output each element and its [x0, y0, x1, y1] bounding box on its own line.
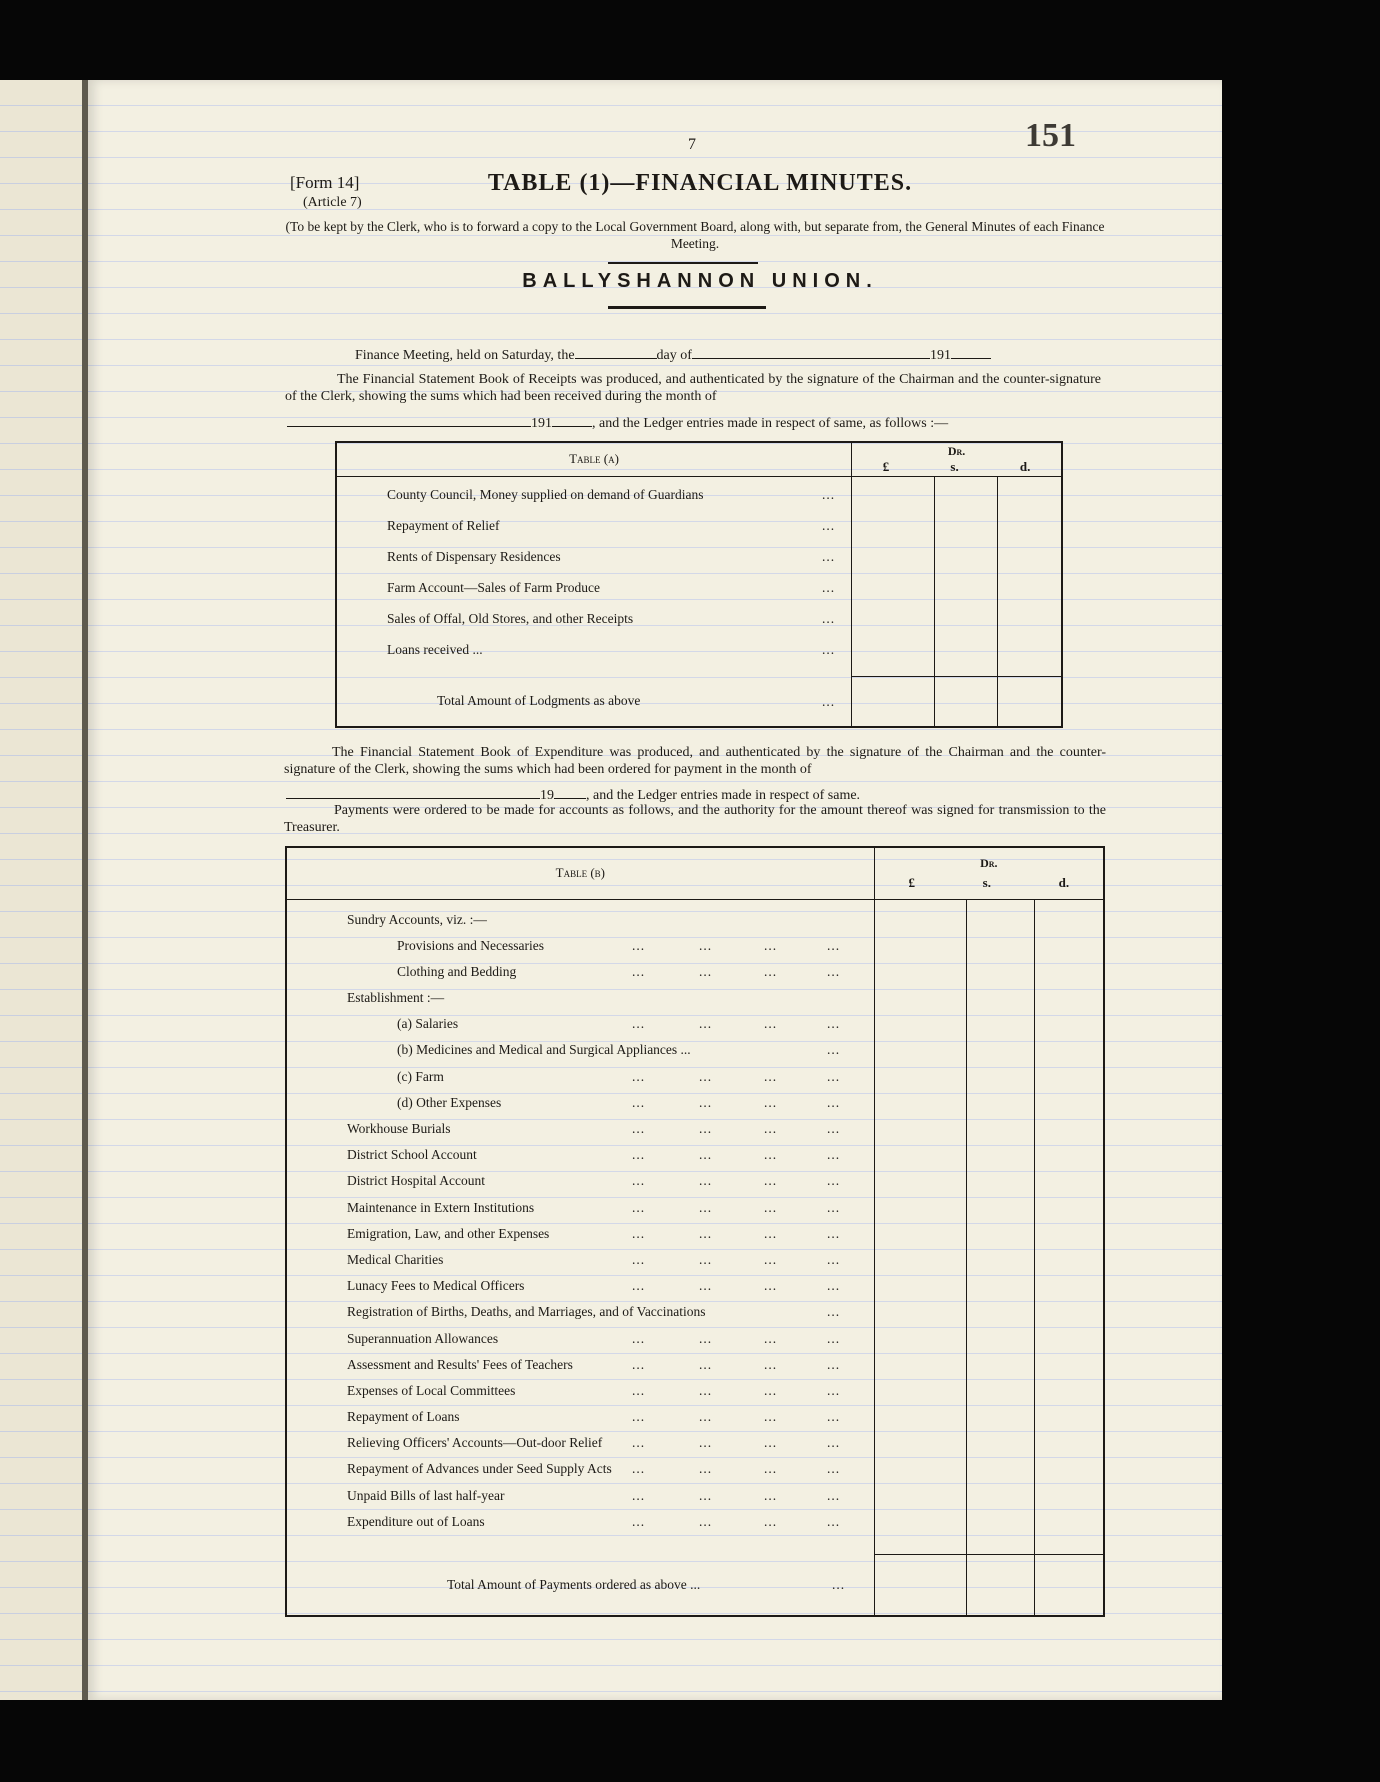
row-leader: ...: [827, 1199, 841, 1215]
meeting-month-blank[interactable]: [692, 346, 930, 359]
row-leader: ...: [764, 1225, 778, 1241]
row-leader: ...: [699, 1513, 713, 1529]
row-leader: ...: [699, 1461, 713, 1477]
row-leader: ...: [699, 1199, 713, 1215]
table-b-row: [347, 1147, 874, 1173]
row-leader: ...: [827, 1251, 841, 1267]
clerk-instruction: (To be kept by the Clerk, who is to forward a copy to the Local Government Board, along with, but separate from, the General Minutes of each Finance Meeting.: [285, 219, 1105, 251]
table-b-row: [347, 990, 874, 1016]
table-b-row-label: Maintenance in Extern Institutions: [347, 1199, 535, 1215]
row-leader: ...: [822, 610, 836, 626]
table-b-row-label: Medical Charities: [347, 1251, 444, 1267]
row-leader: ...: [699, 1147, 713, 1163]
table-b-row: [347, 1304, 874, 1330]
table-b-row: [347, 1409, 874, 1435]
table-a-col-shillings: s.: [950, 459, 959, 474]
title-divider: [608, 262, 758, 264]
row-leader: ...: [764, 937, 778, 953]
table-a-row: [387, 611, 851, 642]
row-leader: ...: [827, 1278, 841, 1294]
meeting-line-year: 191: [929, 348, 951, 363]
table-a-row: [387, 642, 851, 673]
facing-page-edge: [0, 80, 83, 1700]
row-leader: ...: [632, 1225, 646, 1241]
table-a-col-pounds: £: [882, 459, 890, 474]
table-b-row-label: Emigration, Law, and other Expenses: [347, 1225, 550, 1241]
row-leader: ...: [822, 641, 836, 657]
meeting-line: [355, 346, 1115, 364]
article-reference: (Article 7): [303, 195, 362, 210]
row-leader: ...: [632, 1094, 646, 1110]
table-b-total-label: Total Amount of Payments ordered as above ...: [447, 1576, 701, 1592]
table-b-shillings-cell[interactable]: [966, 899, 1035, 1554]
table-b-row-label: Sundry Accounts, viz. :—: [347, 911, 487, 927]
row-leader: ...: [699, 1016, 713, 1032]
row-leader: ...: [632, 1278, 646, 1294]
table-b-total-pence[interactable]: [1035, 1554, 1104, 1616]
table-b-row: [347, 1488, 874, 1514]
table-b-row-label: Unpaid Bills of last half-year: [347, 1487, 505, 1503]
row-leader: ...: [699, 1330, 713, 1346]
row-leader: ...: [832, 1577, 846, 1592]
row-leader: ...: [827, 1487, 841, 1503]
receipts-paragraph: The Financial Statement Book of Receipts was produced, and authenticated by the signature of the Chairman and the counter-signature of the Clerk, showing the sums which had been received during the month of: [285, 372, 1101, 404]
receipts-line-rest: , and the Ledger entries made in respect of same, as follows :—: [592, 416, 949, 431]
table-a-pounds-cell[interactable]: [852, 476, 935, 677]
row-leader: ...: [632, 1461, 646, 1477]
row-leader: ...: [827, 1513, 841, 1529]
union-name: BALLYSHANNON UNION.: [522, 270, 878, 292]
table-b-money-header: [874, 847, 1104, 899]
table-b-row: [347, 1042, 874, 1068]
table-b-row: [347, 1226, 874, 1252]
table-b-row: [347, 1435, 874, 1461]
payments-paragraph: Payments were ordered to be made for accounts as follows, and the authority for the amount thereof was signed for transmission to the Treasurer.: [284, 803, 1106, 835]
table-a-row-label: Repayment of Relief: [387, 517, 500, 533]
row-leader: ...: [827, 1435, 841, 1451]
table-b-row-label: Expenses of Local Committees: [347, 1382, 516, 1398]
row-leader: ...: [764, 1513, 778, 1529]
table-a-money-header: [852, 442, 1062, 476]
row-leader: ...: [764, 1382, 778, 1398]
table-a-total-pence[interactable]: [998, 677, 1062, 727]
table-b-row-label: Provisions and Necessaries: [397, 937, 544, 953]
row-leader: ...: [827, 1121, 841, 1136]
receipts-year-blank[interactable]: [552, 414, 592, 427]
table-b: [285, 846, 1105, 1617]
row-leader: ...: [764, 963, 778, 979]
expenditure-paragraph: The Financial Statement Book of Expenditure was produced, and authenticated by the signature of the Chairman and the counter-signature of the Clerk, showing the sums which had been ordered for payment in the month of: [284, 745, 1106, 777]
table-b-money-columns: [875, 875, 1103, 891]
table-b-row: [347, 938, 874, 964]
table-b-row-label: Assessment and Results' Fees of Teachers: [347, 1356, 573, 1372]
row-leader: ...: [827, 1304, 841, 1320]
row-leader: ...: [764, 1147, 778, 1163]
table-b-row: [347, 1461, 874, 1487]
row-leader: ...: [699, 963, 713, 979]
row-leader: ...: [827, 1068, 841, 1084]
row-leader: ...: [822, 486, 836, 502]
row-leader: ...: [632, 1121, 646, 1136]
row-leader: ...: [827, 1147, 841, 1163]
receipts-year: 191: [531, 416, 552, 431]
table-b-pounds-cell[interactable]: [874, 899, 966, 1554]
union-divider: [608, 306, 766, 309]
row-leader: ...: [632, 1330, 646, 1346]
row-leader: ...: [699, 937, 713, 953]
row-leader: ...: [699, 1094, 713, 1110]
table-a-total-label: Total Amount of Lodgments as above: [437, 693, 641, 708]
table-b-row-label: Lunacy Fees to Medical Officers: [347, 1278, 525, 1294]
table-b-total-shillings[interactable]: [966, 1554, 1035, 1616]
expenditure-year: 19: [540, 788, 554, 803]
row-leader: ...: [764, 1199, 778, 1215]
row-leader: ...: [632, 1409, 646, 1425]
row-leader: ...: [827, 1461, 841, 1477]
table-b-row-label: District Hospital Account: [347, 1173, 485, 1189]
row-leader: ...: [764, 1435, 778, 1451]
meeting-day-blank[interactable]: [575, 346, 657, 359]
table-b-row-label: (c) Farm: [397, 1068, 444, 1084]
row-leader: ...: [822, 693, 836, 709]
row-leader: ...: [632, 1173, 646, 1189]
table-a-row: [387, 487, 851, 518]
folio-number: 7: [688, 136, 696, 153]
row-leader: ...: [632, 1382, 646, 1398]
row-leader: ...: [827, 963, 841, 979]
row-leader: ...: [699, 1409, 713, 1425]
row-leader: ...: [822, 579, 836, 595]
page-title: TABLE (1)—FINANCIAL MINUTES.: [487, 170, 913, 196]
row-leader: ...: [699, 1251, 713, 1267]
table-a-shillings-cell[interactable]: [934, 476, 998, 677]
form-number: [Form 14]: [290, 173, 360, 192]
expenditure-line-rest: , and the Ledger entries made in respect of same.: [586, 788, 861, 803]
table-b-rows: [286, 899, 874, 1554]
table-b-row-label: Establishment :—: [347, 990, 445, 1006]
row-leader: ...: [699, 1068, 713, 1084]
expenditure-month-blank[interactable]: [286, 786, 540, 799]
row-leader: ...: [699, 1435, 713, 1451]
table-b-row-label: (b) Medicines and Medical and Surgical Appliances ...: [397, 1042, 691, 1058]
table-b-dr-label: Dr.: [980, 856, 998, 870]
table-b-row-label: Repayment of Advances under Seed Supply Acts: [347, 1461, 612, 1477]
table-b-row-label: Workhouse Burials: [347, 1121, 451, 1136]
row-leader: ...: [632, 937, 646, 953]
row-leader: ...: [822, 548, 836, 564]
table-b-col-pounds: £: [908, 875, 915, 890]
table-b-row: [347, 1331, 874, 1357]
table-a-pence-cell[interactable]: [998, 476, 1062, 677]
row-leader: ...: [632, 1016, 646, 1032]
row-leader: ...: [764, 1278, 778, 1294]
expenditure-year-blank[interactable]: [554, 786, 586, 799]
row-leader: ...: [764, 1409, 778, 1425]
table-b-row: [347, 1121, 874, 1147]
table-a-total-row: [336, 677, 852, 727]
table-b-total-pounds[interactable]: [874, 1554, 966, 1616]
row-leader: ...: [632, 1147, 646, 1163]
table-b-row: [347, 1357, 874, 1383]
table-b-row: [347, 1016, 874, 1042]
row-leader: ...: [632, 1435, 646, 1451]
row-leader: ...: [827, 1173, 841, 1189]
table-a-row-label: Rents of Dispensary Residences: [387, 548, 561, 564]
table-b-pence-cell[interactable]: [1035, 899, 1104, 1554]
table-b-row: [347, 1278, 874, 1304]
row-leader: ...: [764, 1094, 778, 1110]
table-b-row: [347, 1252, 874, 1278]
row-leader: ...: [827, 1330, 841, 1346]
row-leader: ...: [632, 1068, 646, 1084]
table-a-total-pounds[interactable]: [852, 677, 935, 727]
row-leader: ...: [699, 1382, 713, 1398]
table-b-row: [347, 1200, 874, 1226]
table-a-row-label: Farm Account—Sales of Farm Produce: [387, 579, 600, 595]
table-a-col-pence: d.: [1019, 459, 1031, 474]
row-leader: ...: [827, 1016, 841, 1032]
row-leader: ...: [764, 1356, 778, 1372]
meeting-year-blank[interactable]: [951, 346, 991, 359]
row-leader: ...: [632, 1356, 646, 1372]
table-a-dr-label: Dr.: [947, 444, 966, 458]
table-b-row-label: Repayment of Loans: [347, 1409, 460, 1425]
table-b-row-label: (a) Salaries: [397, 1016, 459, 1032]
row-leader: ...: [827, 1409, 841, 1425]
table-b-row-label: Relieving Officers' Accounts—Out-door Relief: [347, 1435, 603, 1451]
table-b-row: [347, 912, 874, 938]
row-leader: ...: [827, 1042, 841, 1058]
table-b-row: [347, 1383, 874, 1409]
row-leader: ...: [827, 1356, 841, 1372]
row-leader: ...: [699, 1121, 713, 1136]
row-leader: ...: [827, 1225, 841, 1241]
table-b-row-label: District School Account: [347, 1147, 477, 1163]
row-leader: ...: [699, 1356, 713, 1372]
row-leader: ...: [699, 1487, 713, 1503]
table-a-row: [387, 518, 851, 549]
table-b-row-label: Expenditure out of Loans: [347, 1513, 485, 1529]
table-a-row: [387, 580, 851, 611]
table-b-row-label: Registration of Births, Deaths, and Marriages, and of Vaccinations: [347, 1304, 706, 1320]
table-b-row-label: (d) Other Expenses: [397, 1094, 502, 1110]
row-leader: ...: [764, 1068, 778, 1084]
row-leader: ...: [632, 1199, 646, 1215]
table-b-row: [347, 964, 874, 990]
table-a-row: [387, 549, 851, 580]
row-leader: ...: [827, 937, 841, 953]
meeting-line-text-2: day of: [656, 348, 692, 363]
row-leader: ...: [699, 1278, 713, 1294]
row-leader: ...: [699, 1173, 713, 1189]
row-leader: ...: [632, 1487, 646, 1503]
row-leader: ...: [764, 1121, 778, 1136]
table-b-total-row: [286, 1554, 874, 1616]
page-number: 151: [1025, 117, 1076, 154]
row-leader: ...: [764, 1016, 778, 1032]
row-leader: ...: [764, 1173, 778, 1189]
table-b-row: [347, 1173, 874, 1199]
table-a-row-label: County Council, Money supplied on demand of Guardians: [387, 486, 704, 502]
table-b-heading: Table (b): [286, 847, 874, 899]
table-b-row-label: Clothing and Bedding: [397, 963, 517, 979]
receipts-month-blank[interactable]: [287, 414, 531, 427]
table-a-total-shillings[interactable]: [934, 677, 998, 727]
table-b-row-label: Superannuation Allowances: [347, 1330, 499, 1346]
row-leader: ...: [827, 1382, 841, 1398]
table-b-col-pence: d.: [1058, 875, 1070, 890]
row-leader: ...: [699, 1225, 713, 1241]
row-leader: ...: [632, 963, 646, 979]
row-leader: ...: [764, 1461, 778, 1477]
receipts-line: [287, 414, 1087, 432]
table-b-row: [347, 1514, 874, 1540]
table-a-row-label: Sales of Offal, Old Stores, and other Receipts: [387, 610, 634, 626]
table-b-col-shillings: s.: [982, 875, 991, 890]
table-a-rows: [336, 476, 852, 677]
table-a: [335, 441, 1063, 728]
row-leader: ...: [764, 1251, 778, 1267]
row-leader: ...: [764, 1487, 778, 1503]
row-leader: ...: [822, 517, 836, 533]
row-leader: ...: [632, 1513, 646, 1529]
table-b-row: [347, 1095, 874, 1121]
table-a-heading: Table (a): [336, 442, 852, 476]
table-b-row: [347, 1069, 874, 1095]
row-leader: ...: [827, 1094, 841, 1110]
table-a-money-columns: [852, 459, 1061, 475]
meeting-line-text-1: Finance Meeting, held on Saturday, the: [355, 348, 575, 363]
row-leader: ...: [632, 1251, 646, 1267]
table-a-row-label: Loans received ...: [387, 641, 483, 657]
row-leader: ...: [764, 1330, 778, 1346]
